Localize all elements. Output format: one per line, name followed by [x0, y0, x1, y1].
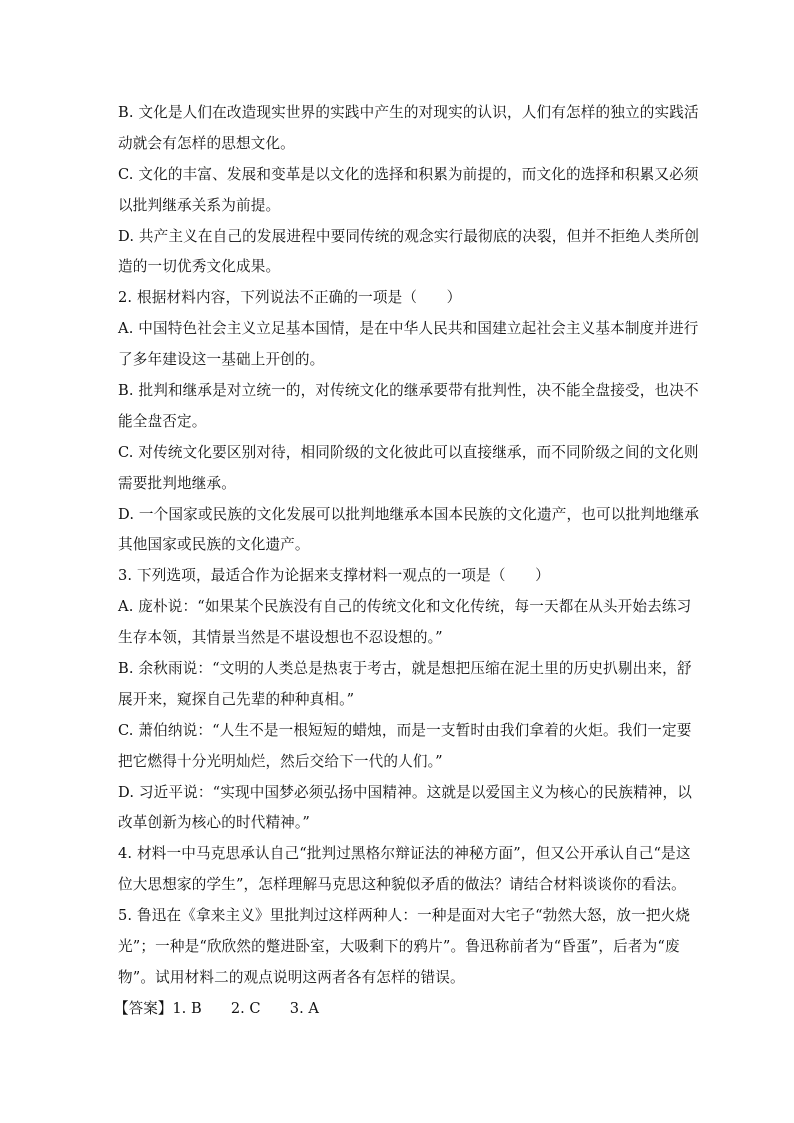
option-d-line-1: D. 共产主义在自己的发展进程中要同传统的观念实行最彻底的决裂，但并不拒绝人类所创 [118, 227, 700, 245]
question-3-option-b-line-2: 展开来，窥探自己先辈的种种真相。” [118, 690, 355, 708]
question-2-option-b-line-2: 能全盘否定。 [118, 412, 207, 430]
question-5-line-2: 光”；一种是“欣欣然的蹩进卧室，大吸剩下的鸦片”。鲁迅称前者为“昏蛋”，后者为“废 [118, 938, 680, 956]
option-c-line-1: C. 文化的丰富、发展和变革是以文化的选择和积累为前提的，而文化的选择和积累又必须 [118, 165, 699, 183]
answer-text: 1. B 2. C 3. A [172, 999, 319, 1017]
answer-label: 【答案】 [114, 999, 173, 1017]
question-2-option-a-line-1: A. 中国特色社会主义立足基本国情，是在中华人民共和国建立起社会主义基本制度并进行 [118, 320, 699, 338]
question-3-option-d-line-1: D. 习近平说：“实现中国梦必须弘扬中国精神。这就是以爱国主义为核心的民族精神，以 [118, 783, 693, 801]
question-3-option-c-line-2: 把它燃得十分光明灿烂，然后交给下一代的人们。” [118, 752, 443, 770]
question-2-option-b-line-1: B. 批判和继承是对立统一的，对传统文化的继承要带有批判性，决不能全盘接受，也决不 [118, 382, 699, 400]
question-4-line-1: 4. 材料一中马克思承认自己“批判过黑格尔辩证法的神秘方面”，但又公开承认自己“是这 [118, 845, 691, 863]
question-5-line-1: 5. 鲁迅在《拿来主义》里批判过这样两种人：一种是面对大宅子“勃然大怒，放一把火烧 [118, 907, 691, 925]
question-2-option-c-line-2: 需要批判地继承。 [118, 474, 236, 492]
question-3-option-b-line-1: B. 余秋雨说：“文明的人类总是热衷于考古，就是想把压缩在泥土里的历史扒剔出来，舒 [118, 660, 692, 678]
question-3-stem: 3. 下列选项，最适合作为论据来支撑材料一观点的一项是（ ） [118, 567, 550, 585]
option-d-line-2: 造的一切优秀文化成果。 [118, 258, 281, 276]
question-3-option-a-line-2: 生存本领，其情景当然是不堪设想也不忍设想的。” [118, 629, 443, 647]
question-4-line-2: 位大思想家的学生”，怎样理解马克思这种貌似矛盾的做法？请结合材料谈谈你的看法。 [118, 876, 686, 894]
question-2-option-d-line-1: D. 一个国家或民族的文化发展可以批判地继承本国本民族的文化遗产，也可以批判地继承 [118, 505, 700, 523]
question-3-option-c-line-1: C. 萧伯纳说：“人生不是一根短短的蜡烛，而是一支暂时由我们拿着的火炬。我们一定要 [118, 721, 692, 739]
option-b-line-1: B. 文化是人们在改造现实世界的实践中产生的对现实的认识，人们有怎样的独立的实践活 [118, 104, 699, 121]
question-2-stem: 2. 根据材料内容，下列说法不正确的一项是（ ） [118, 289, 462, 307]
answer-line [114, 994, 678, 1025]
question-3-option-d-line-2: 改革创新为核心的时代精神。” [118, 814, 310, 832]
question-2-option-c-line-1: C. 对传统文化要区别对待，相同阶级的文化彼此可以直接继承，而不同阶级之间的文化则 [118, 443, 699, 461]
question-3-option-a-line-1: A. 庞朴说：“如果某个民族没有自己的传统文化和文化传统，每一天都在从头开始去练习 [118, 598, 692, 616]
option-b-line-2: 动就会有怎样的思想文化。 [118, 134, 295, 152]
option-c-line-2: 以批判继承关系为前提。 [118, 196, 281, 214]
document-body [114, 98, 700, 1025]
question-5-line-3: 物”。试用材料二的观点说明这两者各有怎样的错误。 [118, 968, 465, 986]
question-2-option-a-line-2: 了多年建设这一基础上开创的。 [118, 351, 325, 369]
question-2-option-d-line-2: 其他国家或民族的文化遗产。 [118, 536, 310, 554]
